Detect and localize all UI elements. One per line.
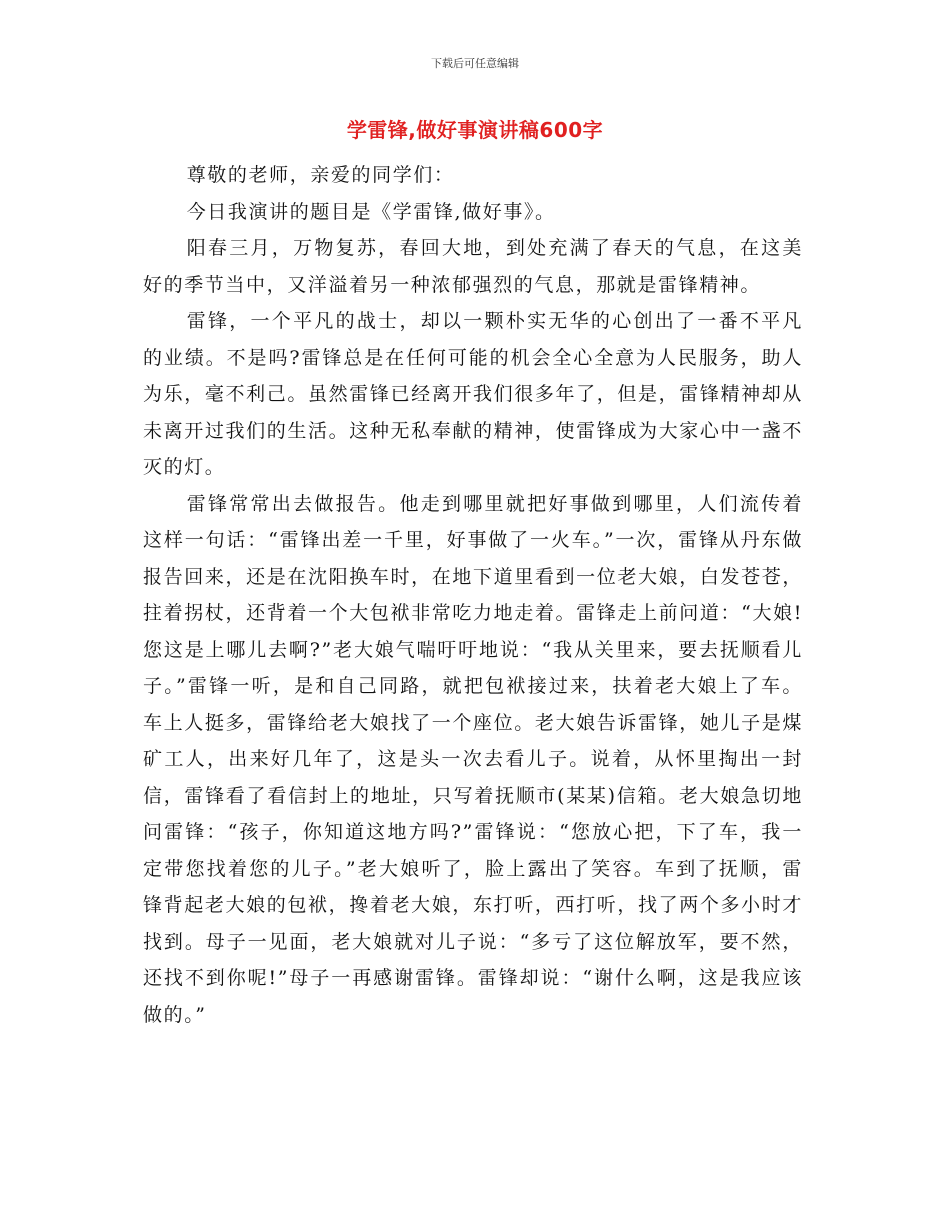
paragraph-topic: 今日我演讲的题目是《学雷锋,做好事》。 xyxy=(186,200,556,223)
paragraph-spring: 阳春三月，万物复苏，春回大地，到处充满了春天的气息，在这美好的季节当中，又洋溢着另一种浓郁强烈的气息，那就是雷锋精神。 xyxy=(143,237,803,296)
paragraph-story: 雷锋常常出去做报告。他走到哪里就把好事做到哪里，人们流传着这样一句话：“雷锋出差一千里，好事做了一火车。”一次，雷锋从丹东做报告回来，还是在沈阳换车时，在地下道里看到一位老大娘，白发苍苍，拄着拐杖，还背着一个大包袱非常吃力地走着。雷锋走上前问道：“大娘!您这是上哪儿去啊?”老大娘气喘吁吁地说：“我从关里来，要去抚顺看儿子。”雷锋一听，是和自己同路，就把包袱接过来，扶着老大娘上了车。车上人挺多，雷锋给老大娘找了一个座位。老大娘告诉雷锋，她儿子是煤矿工人，出来好几年了，这是头一次去看儿子。说着，从怀里掏出一封信，雷锋看了看信封上的地址，只写着抚顺市(某某)信箱。老大娘急切地问雷锋：“孩子，你知道这地方吗?”雷锋说：“您放心把，下了车，我一定带您找着您的儿子。”老大娘听了，脸上露出了笑容。车到了抚顺，雷锋背起老大娘的包袱，搀着老大娘，东打听，西打听，找了两个多小时才找到。母子一见面，老大娘就对儿子说：“多亏了这位解放军，要不然，还找不到你呢!”母子一再感谢雷锋。雷锋却说：“谢什么啊，这是我应该做的。” xyxy=(143,492,803,1026)
paragraph-leifeng-spirit: 雷锋，一个平凡的战士，却以一颗朴实无华的心创出了一番不平凡的业绩。不是吗?雷锋总是在任何可能的机会全心全意为人民服务，助人为乐，毫不利己。虽然雷锋已经离开我们很多年了，但是，雷锋精神却从未离开过我们的生活。这种无私奉献的精神，使雷锋成为大家心中一盏不灭的灯。 xyxy=(143,310,803,478)
paragraph-salutation: 尊敬的老师，亲爱的同学们： xyxy=(186,164,455,186)
document-title: 学雷锋,做好事演讲稿600字 xyxy=(346,118,604,142)
page-header-note: 下载后可任意编辑 xyxy=(431,57,519,70)
document-body xyxy=(143,157,803,1033)
